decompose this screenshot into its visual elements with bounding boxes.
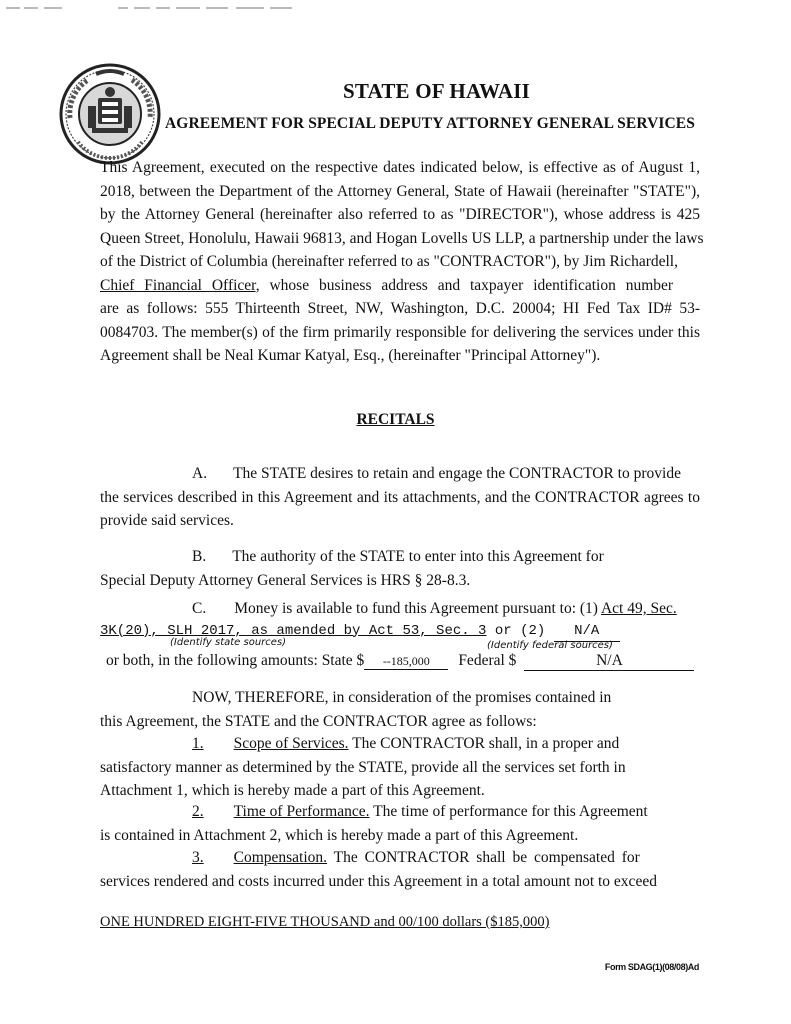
section-3-number: 3. [192, 849, 204, 866]
officer-line [100, 274, 700, 298]
federal-source-hint: (Identify federal sources) [487, 640, 613, 651]
recital-a-first-line [100, 462, 700, 486]
intro-line: of the District of Columbia (hereinafter referred to as "CONTRACTOR"), by Jim Richardell, [100, 253, 678, 270]
section-1-number: 1. [192, 735, 204, 752]
section-2-text: The time of performance for this Agreement [369, 803, 648, 820]
amount-in-words: ONE HUNDRED EIGHT-FIVE THOUSAND and 00/100 dollars ($185,000) [100, 914, 550, 930]
section-1-line: satisfactory manner as determined by the STATE, provide all the services set forth in [100, 758, 626, 776]
recital-c-letter: C. [192, 600, 207, 617]
intro-line: are as follows: 555 Thirteenth Street, NW, Washington, D.C. 20004; HI Fed Tax ID# 53- [100, 300, 700, 317]
section-2-title: Time of Performance. [233, 803, 370, 820]
section-time [100, 800, 700, 847]
recital-a-letter: A. [192, 465, 208, 482]
recital-c [100, 597, 700, 642]
section-3-first-line [100, 846, 700, 870]
federal-source-field: N/A [554, 621, 620, 642]
state-source-part2: 3K(20), SLH 2017, as amended by Act 53, Sec. 3 [100, 622, 487, 639]
document-title: STATE OF HAWAII [343, 79, 530, 103]
state-seal-icon [58, 62, 162, 166]
now-line: this Agreement, the STATE and the CONTRACTOR agree as follows: [100, 712, 537, 730]
amounts-line [106, 652, 694, 671]
state-amount-field: --185,000 [364, 654, 448, 670]
section-scope [100, 732, 700, 803]
recital-b-line: Special Deputy Attorney General Services is HRS § 28-8.3. [100, 571, 471, 589]
recital-b-letter: B. [192, 548, 207, 565]
section-2-number: 2. [192, 803, 204, 820]
section-2-first-line [100, 800, 700, 824]
officer-title: Chief Financial Officer, [100, 276, 260, 294]
section-3-line: services rendered and costs incurred under this Agreement in a total amount not to exceed [100, 872, 657, 890]
section-3-title: Compensation. [233, 849, 328, 866]
recital-b [100, 545, 700, 592]
intro-line: This Agreement, executed on the respective dates indicated below, is effective as of August 1, [100, 159, 700, 176]
recital-c-first-line [100, 597, 700, 621]
federal-label: Federal $ [458, 652, 517, 669]
section-compensation [100, 846, 700, 893]
recital-a-text: The STATE desires to retain and engage the CONTRACTOR to provide [233, 465, 681, 482]
recitals-heading: RECITALS [356, 411, 435, 428]
recital-a [100, 462, 700, 533]
or-label: or (2) [486, 622, 554, 639]
recital-a-line: the services described in this Agreement and its attachments, and the CONTRACTOR agrees to [100, 488, 700, 506]
intro-line: Agreement shall be Neal Kumar Katyal, Esq., (hereinafter "Principal Attorney"). [100, 347, 601, 364]
intro-line: Queen Street, Honolulu, Hawaii 96813, and Hogan Lovells US LLP, a partnership under the laws [100, 229, 704, 247]
federal-amount-field: N/A [524, 652, 694, 671]
amounts-prefix: or both, in the following amounts: State $ [106, 652, 365, 669]
section-2-line: is contained in Attachment 2, which is hereby made a part of this Agreement. [100, 826, 579, 844]
recital-b-first-line [100, 545, 700, 569]
now-line: NOW, THEREFORE, in consideration of the promises contained in [192, 689, 612, 706]
scan-artifact-marks [0, 0, 791, 14]
document-subtitle: AGREEMENT FOR SPECIAL DEPUTY ATTORNEY GENERAL SERVICES [165, 115, 695, 132]
intro-line: 2018, between the Department of the Attorney General, State of Hawaii (hereinafter "STATE"), [100, 182, 700, 200]
intro-paragraph [100, 156, 704, 368]
intro-line: 0084703. The member(s) of the firm primarily responsible for delivering the services under this [100, 323, 700, 341]
section-1-title: Scope of Services. [233, 735, 349, 752]
now-therefore-paragraph [100, 686, 700, 733]
officer-rest: whose business address and taxpayer identification number [259, 276, 674, 294]
recital-a-line: provide said services. [100, 512, 234, 529]
state-source-part1: Act 49, Sec. [600, 600, 677, 617]
section-1-line: Attachment 1, which is hereby made a part of this Agreement. [100, 782, 485, 799]
recital-b-text: The authority of the STATE to enter into this Agreement for [232, 548, 604, 565]
section-3-text: The CONTRACTOR shall be compensated for [327, 849, 640, 866]
state-source-hint: (Identify state sources) [170, 637, 287, 648]
section-1-first-line [100, 732, 700, 756]
section-1-text: The CONTRACTOR shall, in a proper and [348, 735, 620, 752]
recital-c-text: Money is available to fund this Agreement pursuant to: (1) [234, 600, 601, 617]
form-id: Form SDAG(1)(08/08)Ad [604, 962, 699, 972]
intro-line: by the Attorney General (hereinafter also referred to as "DIRECTOR"), whose address is 425 [100, 206, 700, 223]
